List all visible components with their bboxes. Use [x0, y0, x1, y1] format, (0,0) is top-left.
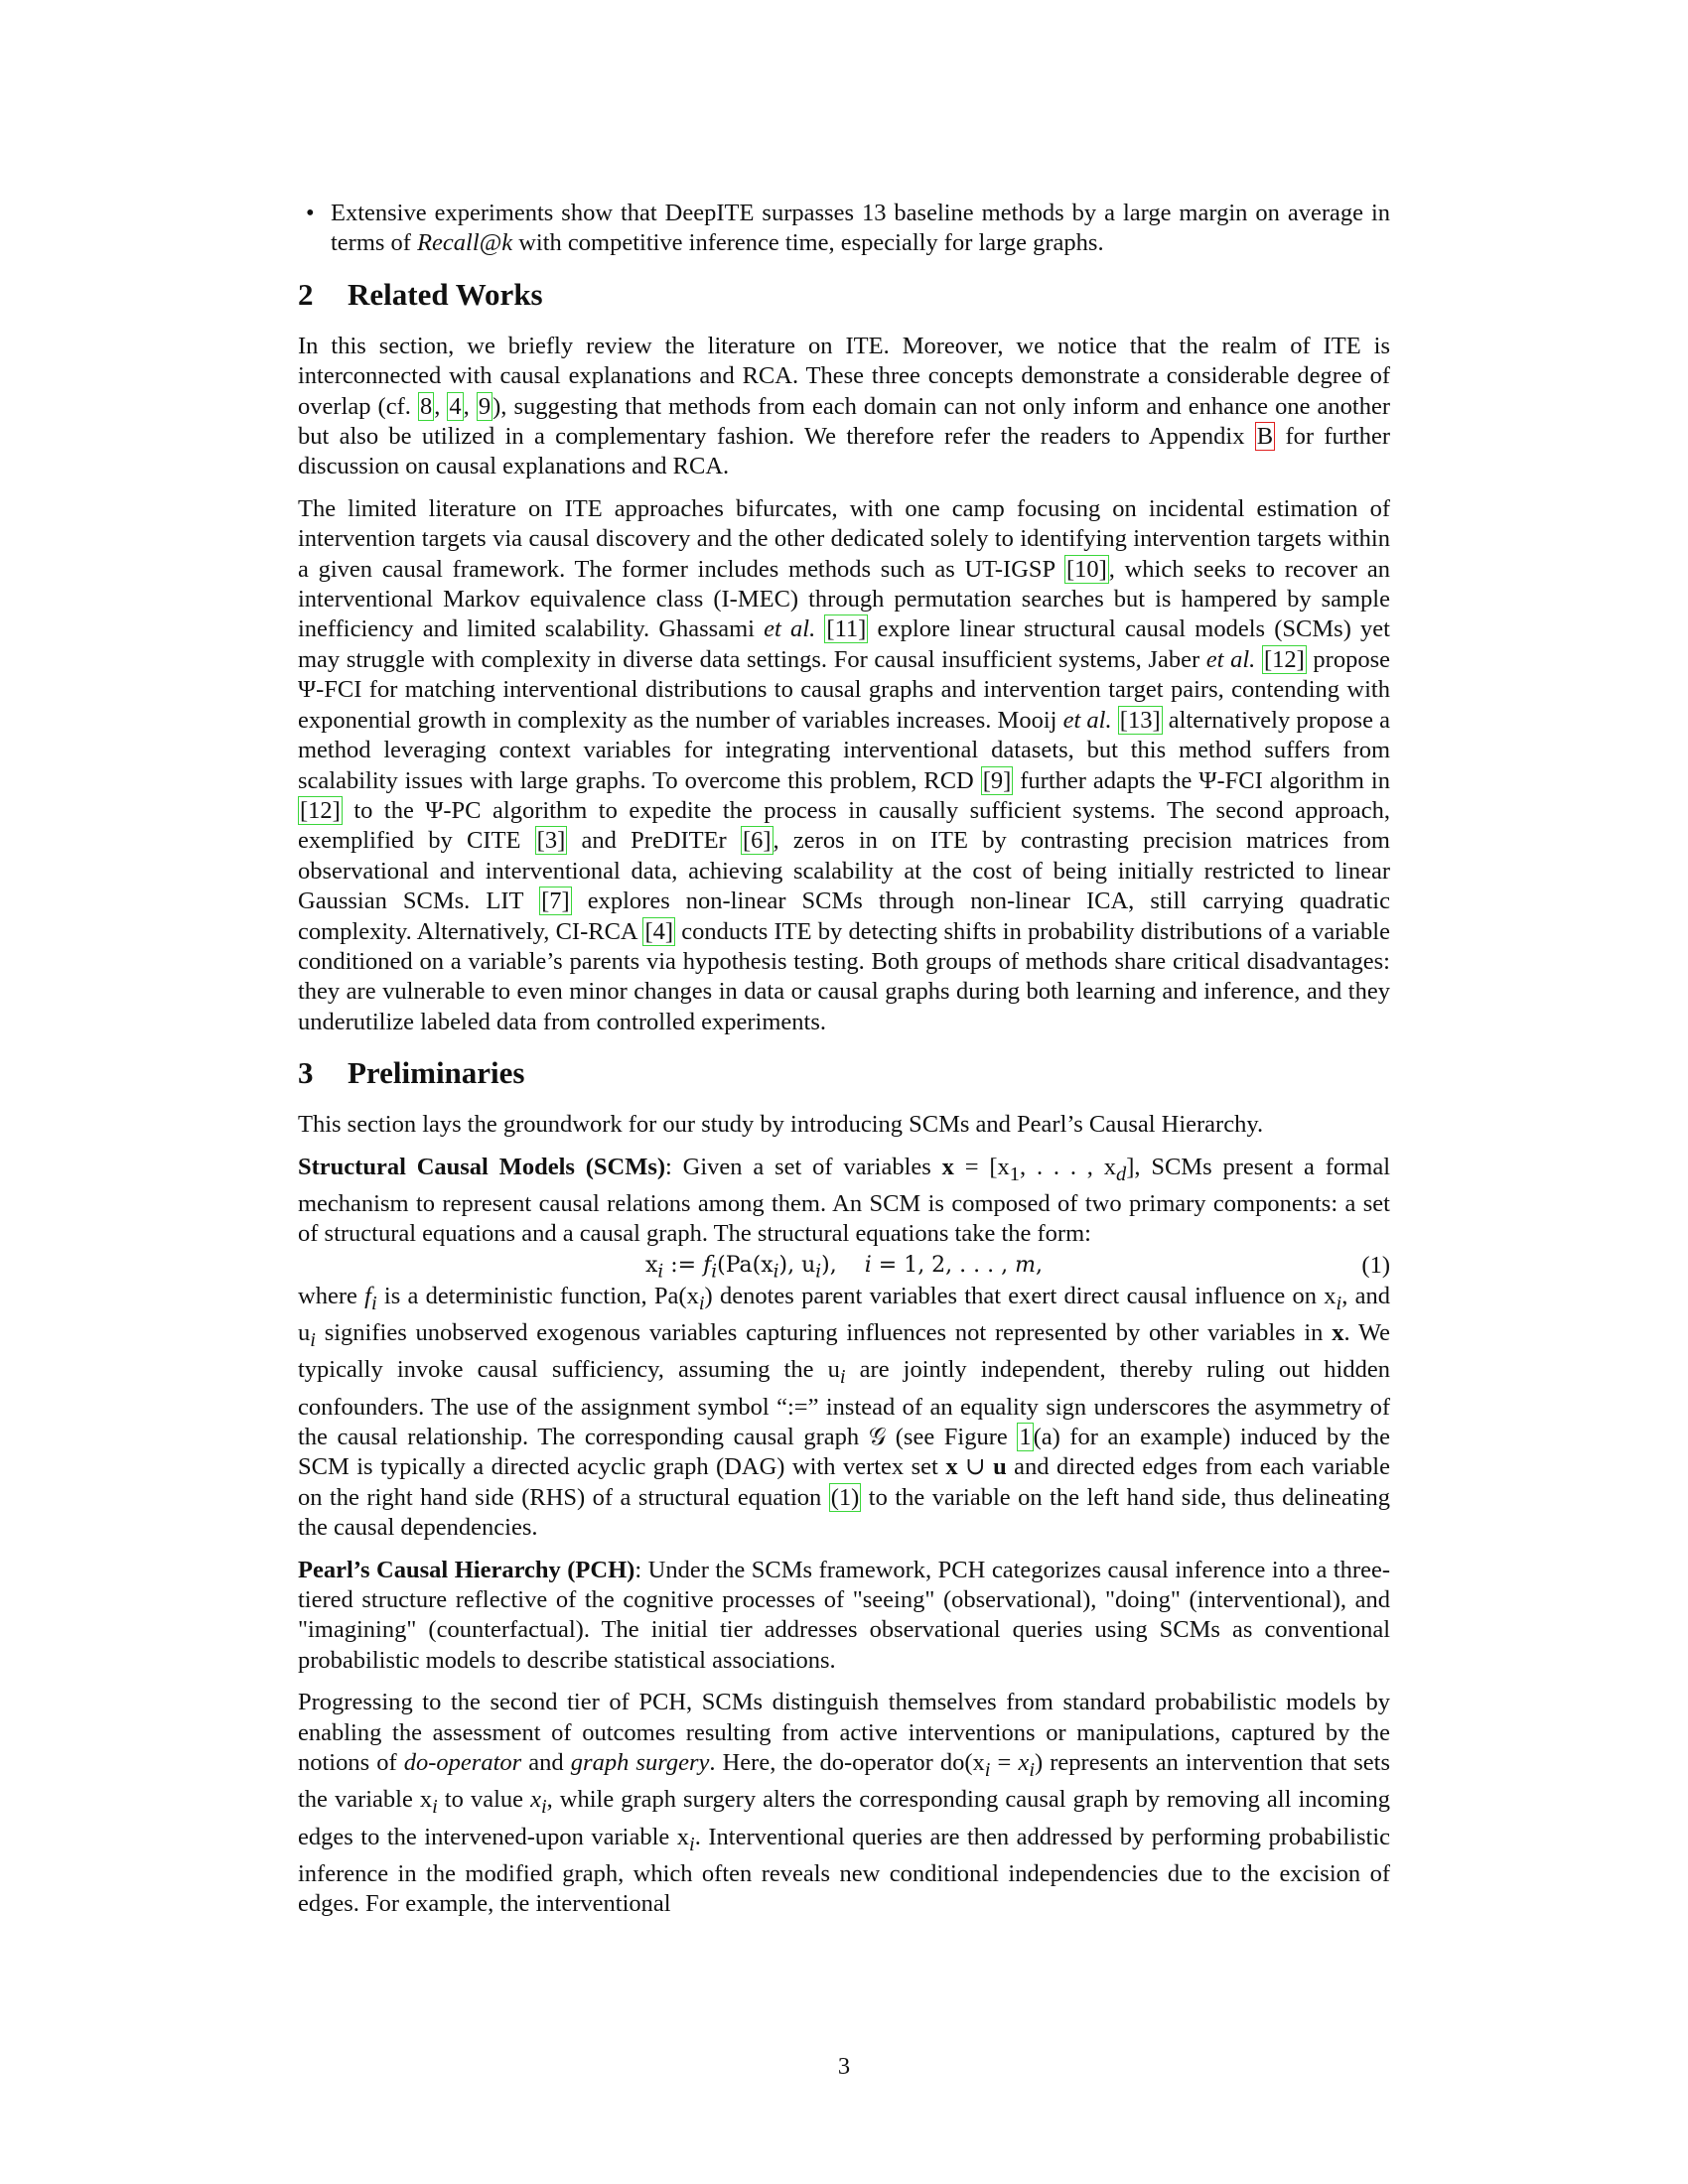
bullet-text — [331, 200, 1390, 256]
section-2-number: 2 — [298, 276, 314, 312]
citation-link[interactable]: [6] — [742, 827, 772, 855]
citation-link[interactable]: 8 — [419, 392, 433, 420]
citation-link[interactable]: [3] — [536, 827, 566, 855]
equation-number: (1) — [1361, 1251, 1390, 1279]
citation-link[interactable]: 9 — [478, 392, 492, 420]
citation-link[interactable]: [7] — [541, 887, 570, 915]
contribution-bullet — [298, 199, 1390, 259]
scm-explanation: where $f_i$ is a deterministic function, $Pa(x_i)$ denotes parent variables that exert direct causal influence on $x_i$, and $u_i$ signifies unobserved exogenous variables capturing influences not represented by other variables in x. We typically invoke causal sufficiency, assuming the $u_i$ are jointly independent, thereby ruling out hidden confounders. The use of the assignment symbol “:=” instead of an equality sign underscores the asymmetry of the causal relationship. The corresponding causal graph 𝒢 (see Figure 1(a) for an example) induced by the SCM is typically a directed acyclic graph (DAG) with vertex set x ∪ u and directed edges from each variable on the right hand side (RHS) of a structural equation (1) to the variable on the left hand side, thus delineating the causal dependencies. — [298, 1282, 1391, 1542]
citation-link[interactable]: [12] — [1263, 645, 1305, 673]
recall-at-k: Recall@k — [417, 229, 513, 257]
pch-second-tier-paragraph: Progressing to the second tier of PCH, SCMs distinguish themselves from standard probabilistic models by enabling the assessment of outcomes resulting from active interventions or manipulations, captured by the notions of do-operator and graph surgery. Here, the do-operator $do(x_i = x_i)$ represents an intervention that sets the variable $x_i$ to value $x_i$, while graph surgery alters the corresponding causal graph by removing all incoming edges to the intervened-upon variable $x_i$. Interventional queries are then addressed by performing probabilistic inference in the modified graph, which often reveals new conditional independencies due to the excision of edges. For example, the interventional — [298, 1689, 1390, 1918]
citation-link[interactable]: [11] — [826, 615, 867, 643]
section-3-heading — [298, 1055, 1390, 1091]
structural-equation — [298, 1250, 1390, 1282]
pch-heading: Pearl’s Causal Hierarchy (PCH) — [298, 1556, 635, 1583]
appendix-link[interactable]: B — [1256, 423, 1274, 451]
bullet-marker: • — [306, 200, 315, 226]
preliminaries-intro: This section lays the groundwork for our study by introducing SCMs and Pearl’s Causal Hierarchy. — [298, 1111, 1264, 1139]
bullet-text-b: with competitive inference time, especially for large graphs. — [512, 229, 1104, 257]
paper-page — [298, 199, 1390, 1920]
section-2-heading — [298, 277, 1390, 313]
pch-text: : Under the SCMs framework, PCH categorizes causal inference into a three-tiered structure reflective of the cognitive processes of "seeing" (observational), "doing" (interventional), and "imagining" (counterfactual). The initial tier addresses observational queries using SCMs as conventional probabilistic models to describe statistical associations. — [298, 1556, 1390, 1674]
citation-link[interactable]: [13] — [1119, 706, 1161, 734]
figure-link[interactable]: 1 — [1019, 1423, 1032, 1450]
citation-link[interactable]: [10] — [1065, 555, 1107, 583]
citation-link[interactable]: [12] — [300, 796, 341, 824]
equation-body: $x_i$ := $f_i(Pa(x_i)$, $u_i$), i = 1, 2, . . . , m, — [644, 1252, 1043, 1283]
scm-paragraph: Structural Causal Models (SCMs): Given a set of variables $x = [x_1$, . . . , $x_d$], SCMs present a formal mechanism to represent causal relations among them. An SCM is composed of two primary components: a set of structural equations and a causal graph. The structural equations take the form: — [298, 1153, 1391, 1248]
equation-link[interactable]: (1) — [830, 1483, 860, 1511]
citation-link[interactable]: [9] — [982, 766, 1012, 794]
page-number: 3 — [837, 2053, 851, 2080]
section-3-number: 3 — [298, 1055, 314, 1091]
related-works-paragraph-1: In this section, we briefly review the literature on ITE. Moreover, we notice that the realm of ITE is interconnected with causal explanations and RCA. These three concepts demonstrate a considerable degree of overlap (cf. 8, 4, 9), suggesting that methods from each domain can not only inform and enhance one another but also be utilized in a complementary fashion. We therefore refer the readers to Appendix B for further discussion on causal explanations and RCA. — [298, 332, 1391, 480]
section-3-title: Preliminaries — [348, 1055, 525, 1091]
citation-link[interactable]: [4] — [644, 917, 674, 945]
related-works-paragraph-2: The limited literature on ITE approaches bifurcates, with one camp focusing on incidental estimation of intervention targets via causal discovery and the other dedicated solely to identifying intervention targets within a given causal framework. The former includes methods such as UT-IGSP [10], which seeks to recover an interventional Markov equivalence class (I-MEC) through permutation searches but is hampered by sample inefficiency and limited scalability. Ghassami et al. [11] explore linear structural causal models (SCMs) yet may struggle with complexity in diverse data settings. For causal insufficient systems, Jaber et al. [12] propose Ψ-FCI for matching interventional distributions to causal graphs and intervention target pairs, contending with exponential growth in complexity as the number of variables increases. Mooij et al. [13] alternatively propose a method leveraging context variables for integrating interventional datasets, but this method suffers from scalability issues with large graphs. To overcome this problem, RCD [9] further adapts the Ψ-FCI algorithm in [12] to the Ψ-PC algorithm to expedite the process in causally sufficient systems. The second approach, exemplified by CITE [3] and PreDITEr [6], zeros in on ITE by contrasting precision matrices from observational and interventional data, achieving scalability at the cost of being initially restricted to linear Gaussian SCMs. LIT [7] explores non-linear SCMs through non-linear ICA, still carrying quadratic complexity. Alternatively, CI-RCA [4] conducts ITE by detecting shifts in probability distributions of a variable conditioned on a variable’s parents via hypothesis testing. Both groups of methods share critical disadvantages: they are vulnerable to even minor changes in data or causal graphs during both learning and inference, and they underutilize labeled data from controlled experiments. — [298, 494, 1390, 1035]
section-2-title: Related Works — [348, 276, 543, 312]
bullet-text-a: Extensive experiments show that DeepITE surpasses 13 baseline methods by a large margin on average in terms of — [331, 200, 1390, 257]
pch-paragraph — [298, 1556, 1390, 1677]
scm-heading: Structural Causal Models (SCMs) — [298, 1153, 666, 1180]
citation-link[interactable]: 4 — [449, 392, 462, 420]
